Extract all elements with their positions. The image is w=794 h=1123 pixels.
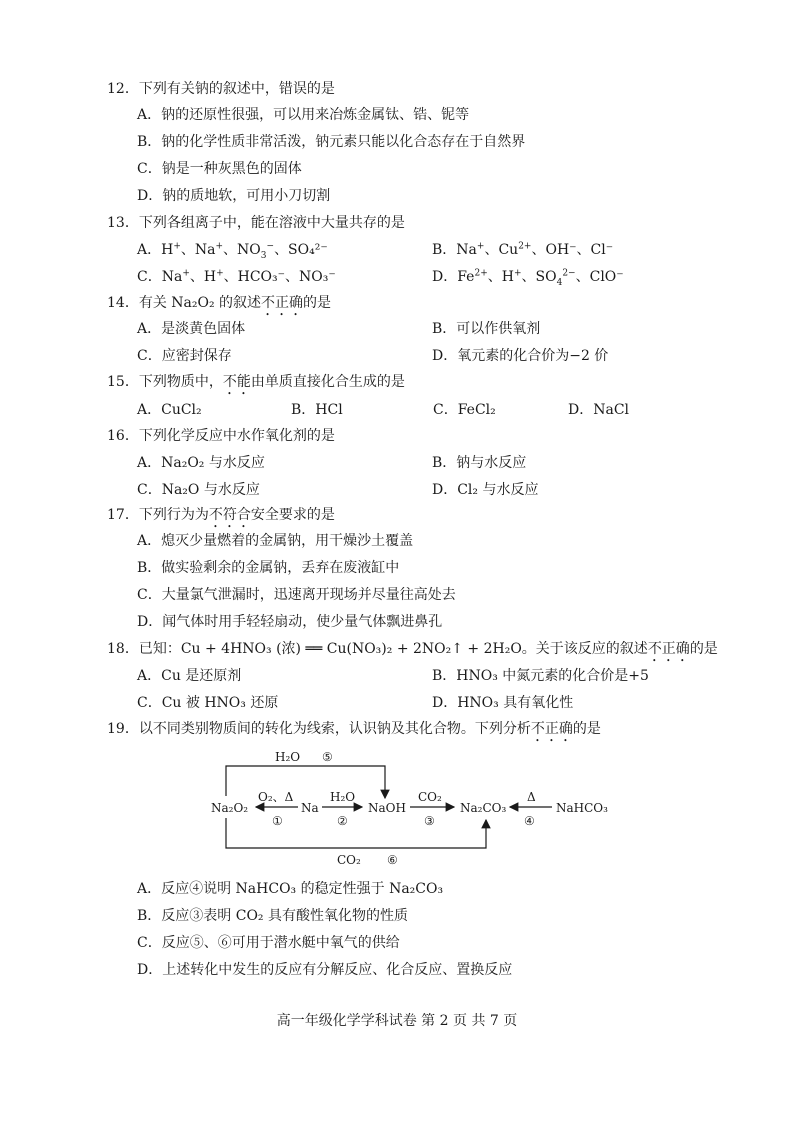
reaction-6-path: [226, 818, 486, 848]
q13-option-a: A．H+、Na+、$NO_3^-$、SO₄²⁻: [137, 241, 328, 261]
reaction-4-number: ④: [524, 814, 535, 828]
q17-stem: 17．下列行为为不符合安全要求的是: [107, 507, 335, 523]
q13-stem: 13．下列各组离子中，能在溶液中大量共存的是: [107, 215, 405, 231]
q14-option-b: B．可以作供氧剂: [432, 321, 541, 337]
reaction-3-reagent: CO₂: [418, 790, 442, 804]
species-na: Na: [301, 801, 319, 815]
q19-option-a: A．反应④说明 NaHCO₃ 的稳定性强于 Na₂CO₃: [137, 881, 444, 897]
sodium-conversion-diagram: [0, 740, 794, 870]
reaction-2-reagent: H₂O: [330, 790, 356, 804]
q12-option-d: D．钠的质地软，可用小刀切割: [137, 188, 331, 204]
q18-option-b: B．HNO₃ 中氮元素的化合价是+5: [432, 668, 649, 684]
q12-option-b: B．钠的化学性质非常活泼，钠元素只能以化合态存在于自然界: [137, 134, 526, 150]
q15-option-b: B．HCl: [291, 402, 343, 418]
q12-option-c: C．钠是一种灰黑色的固体: [137, 161, 302, 177]
q19-stem: 19．以不同类别物质间的转化为线索，认识钠及其化合物。下列分析不正确的是: [107, 721, 601, 737]
reaction-6-number: ⑥: [387, 853, 398, 867]
q15-option-d: D．NaCl: [568, 402, 630, 418]
q13-option-d: D．$Fe^{2+}$、H+、$SO_4^{2-}$、ClO⁻: [432, 268, 624, 288]
q16-stem: 16．下列化学反应中水作氧化剂的是: [107, 428, 335, 444]
page-footer: 高一年级化学学科试卷 第 2 页 共 7 页: [276, 1013, 518, 1029]
q16-option-b: B．钠与水反应: [432, 455, 527, 471]
q15-stem: 15．下列物质中，不能由单质直接化合生成的是: [107, 374, 405, 390]
reaction-2-number: ②: [337, 814, 348, 828]
q19-option-c: C．反应⑤、⑥可用于潜水艇中氧气的供给: [137, 935, 400, 951]
q19-option-b: B．反应③表明 CO₂ 具有酸性氧化物的性质: [137, 908, 408, 924]
reaction-3-number: ③: [424, 814, 435, 828]
q17-option-d: D．闻气体时用手轻轻扇动，使少量气体飘进鼻孔: [137, 614, 443, 630]
reaction-5-number: ⑤: [322, 750, 333, 764]
reaction-5-reagent: H₂O: [275, 750, 301, 764]
q15-option-c: C．FeCl₂: [433, 402, 496, 418]
q19-option-d: D．上述转化中发生的反应有分解反应、化合反应、置换反应: [137, 962, 513, 978]
q18-option-c: C．Cu 被 HNO₃ 还原: [137, 695, 279, 711]
reaction-5-path: [226, 766, 385, 798]
q18-option-a: A．Cu 是还原剂: [137, 668, 242, 684]
reaction-1-reagent: O₂、Δ: [258, 790, 294, 804]
reaction-1-number: ①: [272, 814, 283, 828]
q16-option-d: D．Cl₂ 与水反应: [432, 482, 539, 498]
q14-stem: 14．有关 Na₂O₂ 的叙述不正确的是: [107, 295, 332, 311]
species-na2o2: Na₂O₂: [211, 801, 249, 815]
q14-option-c: C．应密封保存: [137, 348, 232, 364]
reaction-6-reagent: CO₂: [337, 853, 361, 867]
q13-option-c: C．Na+、H+、HCO₃⁻、NO₃⁻: [137, 268, 336, 285]
q14-option-a: A．是淡黄色固体: [137, 321, 246, 337]
q17-option-a: A．熄灭少量燃着的金属钠，用干燥沙土覆盖: [137, 533, 414, 549]
q18-option-d: D．HNO₃ 具有氧化性: [432, 695, 574, 711]
q17-option-b: B．做实验剩余的金属钠，丢弃在废液缸中: [137, 560, 400, 576]
q18-stem: 18．已知：Cu + 4HNO₃ (浓) ══ Cu(NO₃)₂ + 2NO₂↑ + 2H₂O。关于该反应的叙述不正确的是: [107, 641, 718, 657]
q13-option-b: B．Na+、$Cu^{2+}$、OH⁻、Cl⁻: [432, 241, 614, 258]
q14-option-d: D．氧元素的化合价为−2 价: [432, 348, 609, 364]
q15-option-a: A．CuCl₂: [137, 402, 202, 418]
species-na2co3: Na₂CO₃: [460, 801, 507, 815]
q12-option-a: A．钠的还原性很强，可以用来冶炼金属钛、锆、铌等: [137, 107, 470, 123]
q16-option-a: A．Na₂O₂ 与水反应: [137, 455, 265, 471]
q17-option-c: C．大量氯气泄漏时，迅速离开现场并尽量往高处去: [137, 587, 456, 603]
species-nahco3: NaHCO₃: [556, 801, 608, 815]
reaction-4-reagent: Δ: [527, 790, 536, 804]
q12-stem: 12．下列有关钠的叙述中，错误的是: [107, 81, 335, 97]
q16-option-c: C．Na₂O 与水反应: [137, 482, 260, 498]
species-naoh: NaOH: [368, 801, 406, 815]
